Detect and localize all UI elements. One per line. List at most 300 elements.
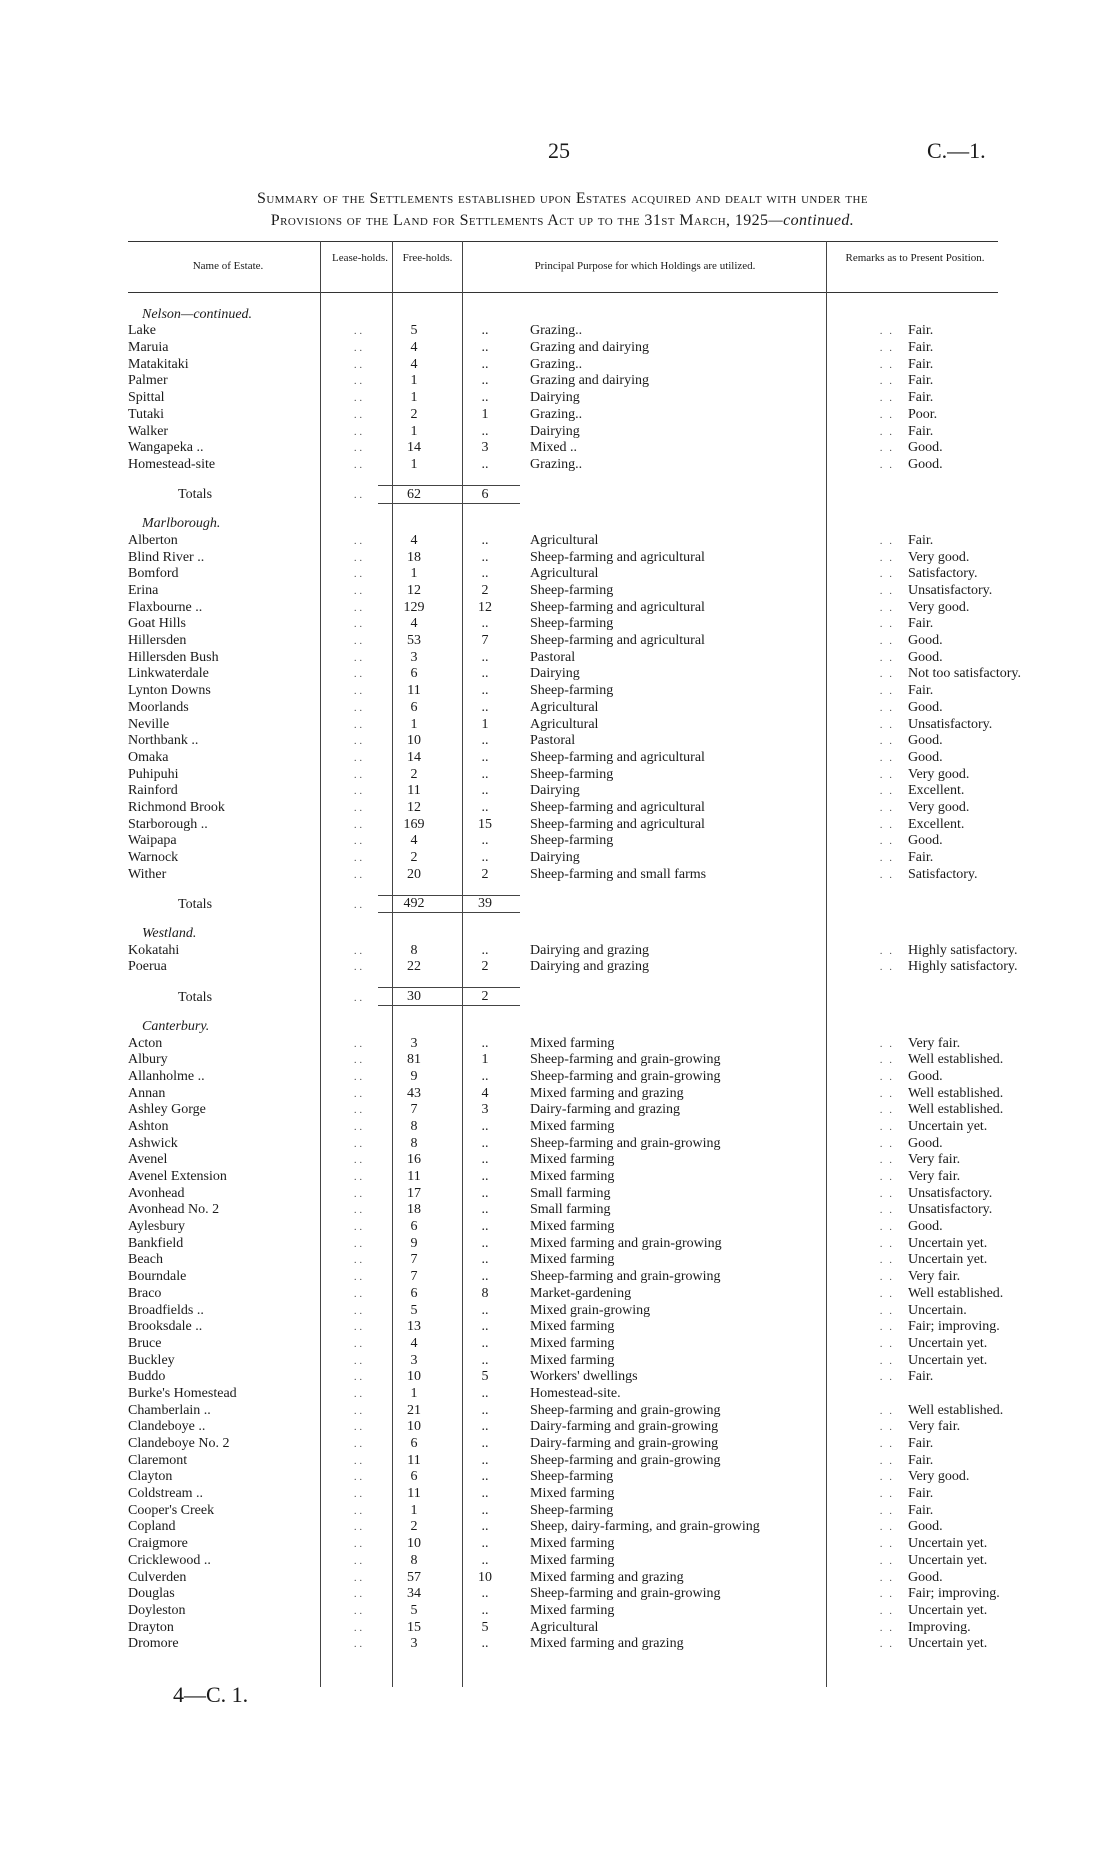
empty-cell xyxy=(902,516,1070,533)
totals-label: Totals xyxy=(178,896,213,912)
leader-dots: . . xyxy=(353,685,363,698)
total-leaseholds: 62 xyxy=(378,485,450,503)
table-row xyxy=(128,1469,1070,1486)
empty-cell xyxy=(378,473,450,486)
purpose-value: Mixed grain-growing xyxy=(530,1302,651,1318)
remark-value: Fair. xyxy=(908,532,934,548)
leader-dots: . . xyxy=(879,1488,894,1501)
empty-cell xyxy=(338,925,378,942)
section-heading-row xyxy=(128,925,1070,942)
table-row xyxy=(128,1168,1070,1185)
leader-dots: . . xyxy=(879,751,894,764)
title-line-2: Provisions of the Land for Settlements Act up to the 31st March, 1925—continued. xyxy=(270,212,855,229)
leader-dots: . . xyxy=(353,991,363,1004)
empty-cell xyxy=(902,913,1070,926)
purpose-value: Dairying xyxy=(530,666,580,682)
leader-dots: . . xyxy=(353,408,363,421)
leader-dots: . . xyxy=(353,1404,363,1417)
freeholds-value: .. xyxy=(481,1135,489,1151)
freeholds-value: .. xyxy=(481,1169,489,1184)
purpose-value: Sheep, dairy-farming, and grain-growing xyxy=(530,1519,760,1535)
empty-cell xyxy=(378,913,450,926)
remark-value: Uncertain yet. xyxy=(908,1536,988,1552)
empty-cell xyxy=(902,1006,1070,1019)
freeholds-value: .. xyxy=(481,766,489,782)
empty-cell xyxy=(378,503,450,516)
table-row xyxy=(128,616,1070,633)
remark-value: Good. xyxy=(908,1068,943,1084)
table-row xyxy=(128,1435,1070,1452)
page-reference: C.—1. xyxy=(927,138,986,163)
purpose-value: Grazing.. xyxy=(530,406,583,422)
empty-cell xyxy=(378,1006,450,1019)
leader-dots: . . xyxy=(879,1137,894,1150)
remark-value: Fair. xyxy=(908,616,934,632)
remark-value: Fair. xyxy=(908,390,934,406)
table-row xyxy=(128,373,1070,390)
leaseholds-value: 6 xyxy=(410,699,418,715)
table-row xyxy=(128,799,1070,816)
estate-name: Clayton xyxy=(128,1469,173,1485)
estate-name: Warnock xyxy=(128,850,179,865)
leader-dots: . . xyxy=(353,1471,363,1484)
purpose-value: Dairying and grazing xyxy=(530,959,649,975)
leader-dots: . . xyxy=(353,1321,363,1334)
estate-name: Omaka xyxy=(128,749,169,765)
freeholds-value: 10 xyxy=(478,1569,492,1585)
leader-dots: . . xyxy=(353,1287,363,1300)
remark-value: Well established. xyxy=(908,1052,1004,1068)
empty-cell xyxy=(378,306,450,323)
section-title: Nelson—continued. xyxy=(142,306,253,322)
estate-name: Neville xyxy=(128,716,170,732)
purpose-value: Sheep-farming and agricultural xyxy=(530,799,705,815)
section-title: Marlborough. xyxy=(142,516,221,532)
purpose-value: Grazing.. xyxy=(530,356,583,372)
remark-value: Fair. xyxy=(908,1369,934,1385)
empty-cell xyxy=(790,473,902,486)
total-freeholds: 2 xyxy=(450,988,520,1006)
purpose-value: Mixed farming and grazing xyxy=(530,1636,684,1652)
estate-name: Richmond Brook xyxy=(128,799,225,815)
empty-cell xyxy=(450,473,520,486)
estate-name: Puhipuhi xyxy=(128,766,179,782)
leader-dots: . . xyxy=(879,408,894,421)
empty-cell xyxy=(902,975,1070,988)
freeholds-value: .. xyxy=(481,1419,489,1435)
table-row xyxy=(128,816,1070,833)
spacer-row xyxy=(128,913,1070,926)
leader-dots: . . xyxy=(353,1154,363,1167)
leaseholds-value: 43 xyxy=(407,1085,421,1101)
table-row xyxy=(128,1335,1070,1352)
leaseholds-value: 10 xyxy=(407,1536,421,1552)
totals-row xyxy=(128,988,1070,1006)
remark-value: Very good. xyxy=(908,799,970,815)
leaseholds-value: 18 xyxy=(407,549,421,565)
leaseholds-value: 11 xyxy=(407,1452,421,1468)
empty-cell xyxy=(790,895,902,913)
estate-name: Spittal xyxy=(128,390,165,406)
leaseholds-value: 2 xyxy=(410,1519,418,1535)
empty-cell xyxy=(790,988,902,1006)
empty-cell xyxy=(378,1018,450,1035)
empty-cell xyxy=(520,895,790,913)
freeholds-value: .. xyxy=(481,1602,489,1618)
leader-dots: . . xyxy=(353,1454,363,1467)
purpose-value: Sheep-farming and small farms xyxy=(530,866,707,882)
freeholds-value: .. xyxy=(481,423,489,439)
leader-dots: . . xyxy=(879,1571,894,1584)
header-purpose: Principal Purpose for which Holdings are utilized. xyxy=(534,260,756,272)
freeholds-value: .. xyxy=(481,456,489,472)
empty-cell xyxy=(128,473,338,486)
page-number: 25 xyxy=(548,138,570,163)
estate-name: Walker xyxy=(128,423,169,439)
purpose-value: Sheep-farming and grain-growing xyxy=(530,1269,721,1285)
table-row xyxy=(128,1135,1070,1152)
estate-name: Moorlands xyxy=(128,699,189,715)
leaseholds-value: 8 xyxy=(410,1552,418,1568)
title-line-1: Summary of the Settlements established upon Estates acquired and dealt with under the xyxy=(257,190,868,207)
leader-dots: . . xyxy=(879,1321,894,1334)
footer-signature: 4—C. 1. xyxy=(173,1682,249,1707)
leaseholds-value: 1 xyxy=(410,373,418,389)
leader-dots: . . xyxy=(879,1371,894,1384)
freeholds-value: 2 xyxy=(481,866,489,882)
leader-dots: . . xyxy=(353,1037,363,1050)
total-leaseholds: 30 xyxy=(378,988,450,1006)
remark-value: Fair. xyxy=(908,1436,934,1451)
leader-dots: . . xyxy=(879,1604,894,1617)
leader-dots: . . xyxy=(879,585,894,597)
leader-dots: . . xyxy=(353,458,363,471)
leader-dots: . . xyxy=(353,768,363,781)
freeholds-value: .. xyxy=(481,1068,489,1084)
leaseholds-value: 4 xyxy=(410,1335,418,1351)
purpose-value: Sheep-farming xyxy=(530,833,614,849)
leader-dots: . . xyxy=(879,1304,894,1317)
table-row xyxy=(128,532,1070,549)
remark-value xyxy=(902,1385,1070,1402)
remark-value: Well established. xyxy=(908,1402,1004,1418)
leader-dots: . . xyxy=(353,944,363,957)
remark-value: Good. xyxy=(908,1219,943,1235)
remark-value: Fair. xyxy=(908,340,934,356)
empty-cell xyxy=(520,485,790,503)
leader-dots: . . xyxy=(879,442,894,455)
header-bottom-rule xyxy=(128,292,998,293)
estate-name: Buddo xyxy=(128,1369,166,1385)
empty-cell xyxy=(902,1018,1070,1035)
leader-dots: . . xyxy=(879,358,894,371)
leaseholds-value: 12 xyxy=(407,583,421,598)
leader-dots: . . xyxy=(879,1538,894,1551)
remark-value: Good. xyxy=(908,1569,943,1585)
empty-cell xyxy=(128,975,338,988)
remark-value: Uncertain. xyxy=(908,1302,967,1318)
leader-dots: . . xyxy=(879,818,894,831)
table-row xyxy=(128,1035,1070,1052)
leader-dots: . . xyxy=(353,898,363,911)
table-row xyxy=(128,942,1070,959)
estate-name: Copland xyxy=(128,1519,176,1535)
remark-value: Excellent. xyxy=(908,783,965,799)
remark-value: Good. xyxy=(908,733,943,749)
leaseholds-value: 81 xyxy=(407,1052,421,1068)
empty-cell xyxy=(128,883,338,896)
leader-dots: . . xyxy=(353,325,363,338)
estate-name: Avonhead No. 2 xyxy=(128,1202,220,1218)
leaseholds-value: 10 xyxy=(407,733,421,749)
leader-dots: . . xyxy=(353,585,363,597)
table-row xyxy=(128,1452,1070,1469)
leaseholds-value: 4 xyxy=(410,833,418,849)
empty-cell xyxy=(338,883,378,896)
empty-cell xyxy=(450,913,520,926)
remark-value: Unsatisfactory. xyxy=(908,716,993,732)
leaseholds-value: 3 xyxy=(410,649,418,665)
freeholds-value: .. xyxy=(481,799,489,815)
freeholds-value: 1 xyxy=(481,406,489,422)
purpose-value: Sheep-farming xyxy=(530,1469,614,1485)
leaseholds-value: 8 xyxy=(410,1118,418,1134)
empty-cell xyxy=(450,1018,520,1035)
remark-value: Very fair. xyxy=(908,1169,961,1184)
leader-dots: . . xyxy=(353,635,363,648)
leaseholds-value: 1 xyxy=(410,716,418,732)
purpose-value: Small farming xyxy=(530,1202,611,1218)
leader-dots: . . xyxy=(879,1438,894,1450)
purpose-value: Sheep-farming and agricultural xyxy=(530,633,705,649)
estate-name: Waipapa xyxy=(128,833,177,849)
leaseholds-value: 8 xyxy=(410,1135,418,1151)
table-row xyxy=(128,440,1070,457)
purpose-value: Workers' dwellings xyxy=(530,1369,638,1385)
leader-dots: . . xyxy=(353,868,363,881)
remark-value: Poor. xyxy=(908,406,938,422)
estate-name: Annan xyxy=(128,1085,166,1101)
freeholds-value: .. xyxy=(481,1452,489,1468)
remark-value: Highly satisfactory. xyxy=(908,959,1018,975)
purpose-value: Mixed farming and grazing xyxy=(530,1085,684,1101)
freeholds-value: .. xyxy=(481,340,489,356)
leader-dots: . . xyxy=(353,751,363,764)
leader-dots: . . xyxy=(353,1604,363,1617)
estate-name: Cooper's Creek xyxy=(128,1502,215,1518)
purpose-value: Grazing.. xyxy=(530,456,583,472)
purpose-value: Mixed farming xyxy=(530,1536,615,1552)
leaseholds-value: 9 xyxy=(410,1068,418,1084)
leader-dots: . . xyxy=(879,551,894,564)
remark-value: Fair. xyxy=(908,1502,934,1518)
leaseholds-value: 10 xyxy=(407,1369,421,1385)
remark-value: Very good. xyxy=(908,549,970,565)
leader-dots: . . xyxy=(879,852,894,864)
empty-cell xyxy=(338,975,378,988)
empty-cell xyxy=(520,913,790,926)
leader-dots: . . xyxy=(879,534,894,547)
purpose-value: Agricultural xyxy=(530,566,599,582)
table-row xyxy=(128,649,1070,666)
remark-value: Good. xyxy=(908,1135,943,1151)
purpose-value: Mixed farming xyxy=(530,1352,615,1368)
remark-value: Good. xyxy=(908,649,943,665)
leaseholds-value: 1 xyxy=(410,423,418,439)
leader-dots: . . xyxy=(879,1471,894,1484)
empty-cell xyxy=(902,306,1070,323)
purpose-value: Sheep-farming xyxy=(530,766,614,782)
purpose-value: Small farming xyxy=(530,1185,611,1201)
empty-cell xyxy=(338,473,378,486)
remark-value: Satisfactory. xyxy=(908,866,978,882)
leaseholds-value: 1 xyxy=(410,1385,418,1401)
total-leaseholds: 492 xyxy=(378,895,450,913)
empty-cell xyxy=(450,925,520,942)
estate-name: Doyleston xyxy=(128,1602,186,1618)
empty-cell xyxy=(450,1006,520,1019)
remark-value: Improving. xyxy=(908,1619,971,1635)
remark-value: Very fair. xyxy=(908,1269,961,1285)
leader-dots: . . xyxy=(353,1554,363,1567)
remark-value: Fair. xyxy=(908,323,934,339)
empty-cell xyxy=(338,1006,378,1019)
leader-dots: . . xyxy=(879,635,894,648)
empty-cell xyxy=(520,883,790,896)
leaseholds-value: 4 xyxy=(410,616,418,632)
remark-value: Fair. xyxy=(908,356,934,372)
estate-name: Blind River .. xyxy=(128,549,205,565)
remark-value: Good. xyxy=(908,1519,943,1535)
empty-cell xyxy=(450,503,520,516)
leaseholds-value: 15 xyxy=(407,1619,421,1635)
table-row xyxy=(128,783,1070,800)
leader-dots: . . xyxy=(353,1271,363,1284)
freeholds-value: .. xyxy=(481,356,489,372)
leader-dots: . . xyxy=(353,718,363,731)
estate-name: Brooksdale .. xyxy=(128,1319,203,1335)
empty-cell xyxy=(520,516,790,533)
remark-value: Fair. xyxy=(908,423,934,439)
remark-value: Very fair. xyxy=(908,1152,961,1168)
leader-dots: . . xyxy=(353,425,363,438)
freeholds-value: .. xyxy=(481,390,489,406)
remark-value: Uncertain yet. xyxy=(908,1352,988,1368)
estate-name: Bourndale xyxy=(128,1269,187,1285)
table-row xyxy=(128,1419,1070,1436)
purpose-value: Grazing and dairying xyxy=(530,340,649,356)
empty-cell xyxy=(902,473,1070,486)
freeholds-value: 15 xyxy=(478,816,492,832)
leaseholds-value: 3 xyxy=(410,1352,418,1368)
leaseholds-value: 4 xyxy=(410,356,418,372)
empty-cell xyxy=(520,988,790,1006)
freeholds-value: .. xyxy=(481,616,489,632)
purpose-value: Sheep-farming xyxy=(530,1502,614,1518)
estate-name: Clandeboye No. 2 xyxy=(128,1436,230,1451)
leader-dots: . . xyxy=(879,685,894,698)
freeholds-value: .. xyxy=(481,1536,489,1552)
freeholds-value: .. xyxy=(481,532,489,548)
remark-value: Satisfactory. xyxy=(908,566,978,582)
purpose-value: Mixed farming xyxy=(530,1219,615,1235)
leader-dots: . . xyxy=(353,1421,363,1434)
estate-name: Avenel Extension xyxy=(128,1169,227,1184)
leader-dots: . . xyxy=(353,1371,363,1384)
section-title: Canterbury. xyxy=(142,1018,210,1034)
table-row xyxy=(128,1569,1070,1586)
freeholds-value: .. xyxy=(481,1486,489,1502)
spacer-row xyxy=(128,473,1070,486)
remark-value: Good. xyxy=(908,456,943,472)
leaseholds-value: 22 xyxy=(407,959,421,975)
leader-dots: . . xyxy=(353,1120,363,1133)
leader-dots: . . xyxy=(879,1554,894,1567)
leader-dots: . . xyxy=(879,1621,894,1634)
purpose-value: Mixed farming xyxy=(530,1252,615,1268)
table-row xyxy=(128,959,1070,976)
leader-dots: . . xyxy=(353,489,363,502)
purpose-value: Mixed farming xyxy=(530,1118,615,1134)
freeholds-value: .. xyxy=(481,1219,489,1235)
freeholds-value: .. xyxy=(481,1402,489,1418)
empty-cell xyxy=(338,913,378,926)
estate-name: Avonhead xyxy=(128,1185,185,1201)
leaseholds-value: 14 xyxy=(407,749,421,765)
remark-value: Very good. xyxy=(908,766,970,782)
estate-name: Aylesbury xyxy=(128,1219,186,1235)
purpose-value: Mixed farming xyxy=(530,1602,615,1618)
table-row xyxy=(128,866,1070,883)
estate-name: Bruce xyxy=(128,1335,162,1351)
leaseholds-value: 57 xyxy=(407,1569,421,1585)
freeholds-value: .. xyxy=(481,1202,489,1218)
leader-dots: . . xyxy=(353,1137,363,1150)
freeholds-value: 1 xyxy=(481,1052,489,1068)
empty-cell xyxy=(520,1018,790,1035)
freeholds-value: .. xyxy=(481,683,489,699)
leader-dots: . . xyxy=(353,1070,363,1083)
purpose-value: Sheep-farming and grain-growing xyxy=(530,1586,721,1602)
freeholds-value: 1 xyxy=(481,716,489,732)
leaseholds-value: 1 xyxy=(410,390,418,406)
freeholds-value: .. xyxy=(481,749,489,765)
leader-dots: . . xyxy=(879,668,894,681)
purpose-value: Dairying xyxy=(530,423,580,439)
leader-dots: . . xyxy=(353,651,363,664)
empty-cell xyxy=(790,306,902,323)
leader-dots: . . xyxy=(879,342,894,355)
leader-dots: . . xyxy=(353,801,363,814)
leader-dots: . . xyxy=(353,1054,363,1067)
purpose-value: Sheep-farming and agricultural xyxy=(530,749,705,765)
remark-value: Uncertain yet. xyxy=(908,1335,988,1351)
empty-cell xyxy=(790,516,902,533)
leaseholds-value: 2 xyxy=(410,850,418,865)
leaseholds-value: 18 xyxy=(407,1202,421,1218)
remark-value: Good. xyxy=(908,749,943,765)
remark-value: Unsatisfactory. xyxy=(908,1185,993,1201)
purpose-value: Sheep-farming and grain-growing xyxy=(530,1135,721,1151)
estate-name: Acton xyxy=(128,1035,163,1051)
leaseholds-value: 5 xyxy=(410,323,418,339)
remark-value: Good. xyxy=(908,440,943,456)
remark-value: Highly satisfactory. xyxy=(908,942,1018,958)
leaseholds-value: 6 xyxy=(410,1285,418,1301)
empty-cell xyxy=(790,1006,902,1019)
table-row xyxy=(128,356,1070,373)
section-heading-row xyxy=(128,306,1070,323)
